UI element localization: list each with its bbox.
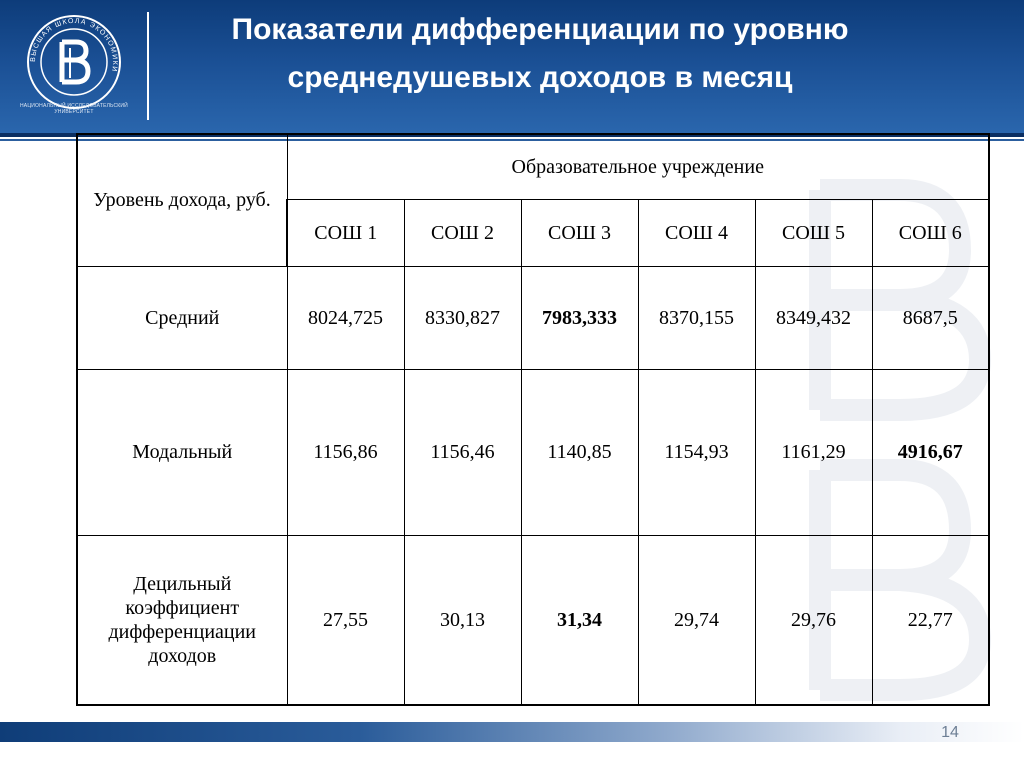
row-label: Децильный коэффициент дифференциации доходов — [77, 535, 287, 705]
table-cell: 29,74 — [638, 535, 755, 705]
table-cell: 1156,86 — [287, 369, 404, 535]
footer-gradient-bar — [0, 722, 1024, 742]
table-cell: 1156,46 — [404, 369, 521, 535]
column-header: СОШ 5 — [755, 199, 872, 266]
table-cell: 27,55 — [287, 535, 404, 705]
corner-header-cell: Уровень дохода, руб. — [77, 134, 287, 266]
table-row-decile — [77, 535, 989, 705]
table-cell-highlight: 4916,67 — [872, 369, 989, 535]
table-cell: 1140,85 — [521, 369, 638, 535]
column-header: СОШ 6 — [872, 199, 989, 266]
row-label: Средний — [77, 266, 287, 369]
table-cell: 30,13 — [404, 535, 521, 705]
table-cell: 1154,93 — [638, 369, 755, 535]
table-cell-highlight: 7983,333 — [521, 266, 638, 369]
table-row-mode — [77, 369, 989, 535]
logo-ring-text: ВЫСШАЯ ШКОЛА ЭКОНОМИКИ — [29, 17, 119, 73]
table-cell: 29,76 — [755, 535, 872, 705]
table-cell-highlight: 31,34 — [521, 535, 638, 705]
table-cell: 1161,29 — [755, 369, 872, 535]
table-cell: 8024,725 — [287, 266, 404, 369]
group-header-cell: Образовательное учреждение — [287, 134, 989, 199]
table-cell: 8349,432 — [755, 266, 872, 369]
column-header: СОШ 1 — [287, 199, 404, 266]
column-header: СОШ 4 — [638, 199, 755, 266]
table-cell: 22,77 — [872, 535, 989, 705]
page-number: 14 — [941, 724, 959, 741]
slide-title-line1: Показатели дифференциации по уровню — [231, 13, 849, 46]
table-row-mean — [77, 266, 989, 369]
svg-text:ВЫСШАЯ ШКОЛА ЭКОНОМИКИ — [30, 18, 118, 73]
table-cell: 8370,155 — [638, 266, 755, 369]
table-cell: 8330,827 — [404, 266, 521, 369]
slide-title — [160, 6, 920, 102]
logo-caption: НАЦИОНАЛЬНЫЙ ИССЛЕДОВАТЕЛЬСКИЙ УНИВЕРСИТЕТ — [20, 103, 128, 115]
column-header: СОШ 2 — [404, 199, 521, 266]
table-cell: 8687,5 — [872, 266, 989, 369]
income-differentiation-table — [76, 133, 990, 706]
row-label: Модальный — [77, 369, 287, 535]
column-header: СОШ 3 — [521, 199, 638, 266]
header-divider — [147, 12, 149, 120]
slide-title-line2: среднедушевых доходов в месяц — [287, 61, 793, 94]
